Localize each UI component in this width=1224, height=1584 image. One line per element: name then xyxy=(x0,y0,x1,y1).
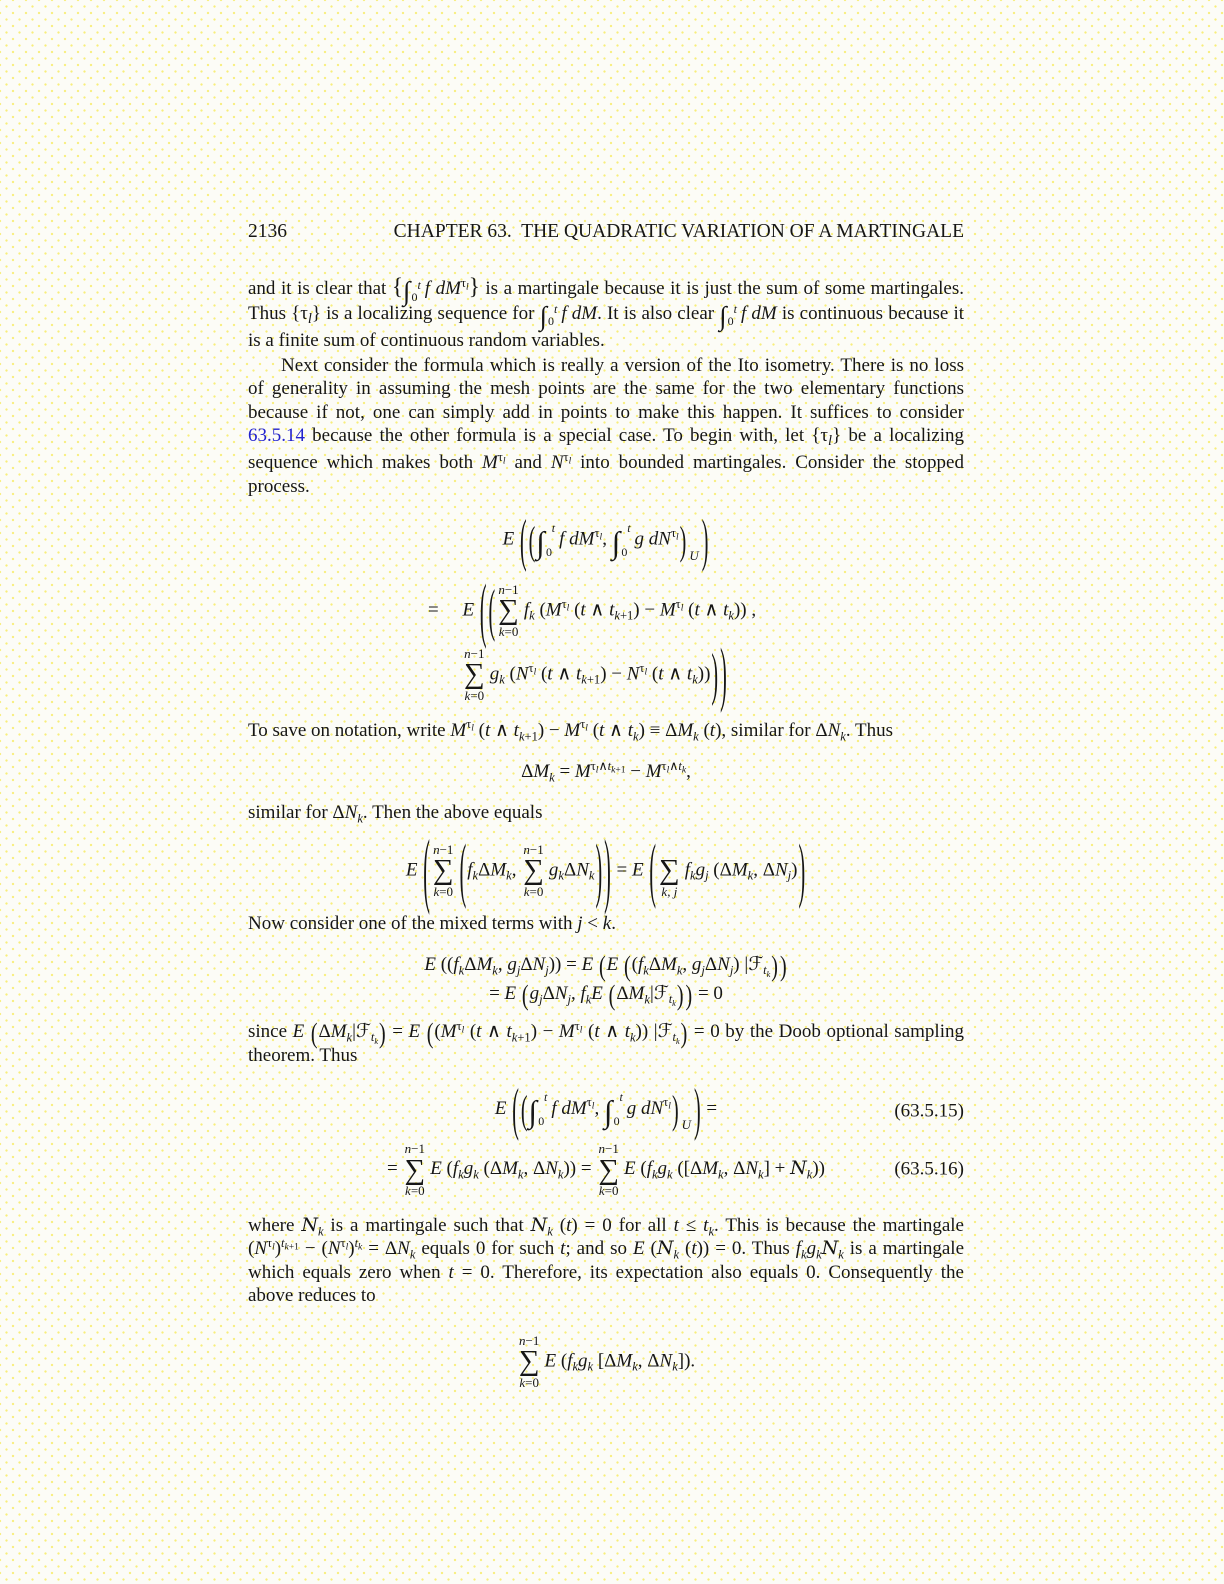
equation-number-63-5-16: (63.5.16) xyxy=(894,1158,964,1180)
equation-number-63-5-15: (63.5.15) xyxy=(894,1100,964,1122)
display-equation-63-5-15 xyxy=(248,1078,964,1143)
equation-body: E ( (∫ t 0 f $dM^{\tau_l}$, ∫ t 0 g $dN^{\tau_l}$) $_U$ ) = xyxy=(494,1078,718,1143)
paragraph-martingale-sum: and it is clear that {∫ t 0 f $dM^{\tau_l}$} is a martingale because it is just the sum of some martingales. Thus $\{\tau_l\}$ is a localizing sequence for ∫ t 0 f dM. It is also clear ∫ t 0 f dM is continuous because it is a finite sum of continuous random variables. xyxy=(248,274,965,351)
display-equation-sum-f: = E ( ( n−1 ∑ k=0 $f_k$ ($M^{\tau_l}$ (t ∧ $t_{k+1}) - M^{\tau_l}$ (t ∧ $t_k$)) , xyxy=(428,572,757,652)
display-equation-conditional-1: E (($f_k\Delta M_k$, $g_j\Delta N_j)) = E$ (E (($f_k\Delta M_k$, $g_j\Delta N_j$) |ℱ$_{t_k}$) ) xyxy=(424,951,787,983)
paragraph-similar: similar for $\Delta N_k$. Then the above equals xyxy=(248,802,543,826)
page-content xyxy=(248,220,964,1390)
paragraph-ito-isometry: Next consider the formula which is really a version of the Ito isometry. There is no loss of generality in assuming the mesh points are the same for the two elementary functions because if not, one can simply add in points to make this happen. It suffices to consider 63.5.14 because the other formula is a special case. To begin with, let $\{\tau_l\}$ be a localizing sequence which makes both $M^{\tau_l}$ and $N^{\tau_l}$ into bounded martingales. Consider the stopped process. xyxy=(248,355,964,497)
paragraph-doob: since E $(\Delta M_k|ℱ_{t_k}) = E$ (($M^{\tau_l}$ (t ∧ $t_{k+1}) - M^{\tau_l}$ (t ∧ $t_k$)) |ℱ$_{t_k}$) = 0 by the Doob optional sampling theorem. Thus xyxy=(248,1018,964,1066)
display-equation-double-sum: E ( n−1 ∑ k=0 ($f_k\Delta M_k$, n−1 ∑ k=0 $g_k\Delta N_k$) ) = E ( ∑ k, j $f_kg_j$ ($\Delta M_k$, $\Delta N_j$)) xyxy=(405,825,806,919)
display-equation-63-5-16 xyxy=(248,1142,964,1198)
paragraph-notation: To save on notation, write $M^{\tau_l}$ (t ∧ $t_{k+1}) - M^{\tau_l}$ (t ∧ $t_k) \equiv \Delta M_k$ (t), similar for $\Delta N_k$. Thus xyxy=(248,717,893,744)
paragraph-martingale-zero: where $N_k$ is a martingale such that $N_k$ (t) = 0 for all $t \le t_k$. This is because the martingale $(N^{\tau_l})^{t_{k+1}} - (N^{\tau_l})^{t_k} = \Delta N_k$ equals 0 for such t; and so E ($N_k$ (t)) = 0. Thus $f_kg_kN_k$ is a martingale which equals zero when t = 0. Therefore, its expectation also equals 0. Consequently the above reduces to xyxy=(248,1213,965,1307)
cross-reference-link-63-5-14[interactable]: 63.5.14 xyxy=(248,425,305,447)
equation-body: = n−1 ∑ k=0 E ($f_kg_k$ ($\Delta M_k$, $\Delta N_k$)) = n−1 ∑ k=0 E ($f_kg_k$ ([$\Delta M_k$, $\Delta N_k] + N_k$)) xyxy=(387,1141,825,1199)
page-number: 2136 xyxy=(248,221,287,242)
running-header xyxy=(248,220,964,244)
display-equation-inner-product: E ( (∫ t 0 f $dM^{\tau_l}$, ∫ t 0 g $dN^{\tau_l}$) $_U$ ) xyxy=(502,509,709,574)
display-equation-sum-g: n−1 ∑ k=0 $g_k$ ($N^{\tau_l}$ (t ∧ $t_{k+1}) - N^{\tau_l}$ (t ∧ $t_k$))) ) xyxy=(464,636,727,716)
display-equation-delta-m: $\Delta M_k = M^{\tau_l\wedge t_{k+1}} - M^{\tau_l\wedge t_k}$, xyxy=(521,758,691,785)
display-equation-conditional-2: = E ($g_j\Delta N_j$, $f_kE$ $(\Delta M_k|ℱ_{t_k})$ ) = 0 xyxy=(489,980,723,1012)
display-equation-final-sum: n−1 ∑ k=0 E ($f_kg_k$ [$\Delta M_k$, $\Delta N_k$]). xyxy=(518,1332,696,1391)
chapter-title: CHAPTER 63. THE QUADRATIC VARIATION OF A MARTINGALE xyxy=(393,221,964,242)
paragraph-mixed-terms: Now consider one of the mixed terms with j < k. xyxy=(248,913,616,935)
